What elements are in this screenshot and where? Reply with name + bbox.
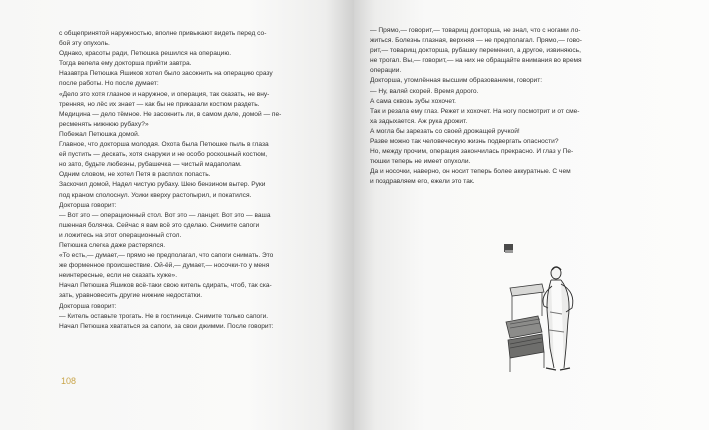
text-line: — Китель оставьте трогать. Не в гостинице. Снимите только сапоги. xyxy=(59,312,269,320)
text-line: Докторша говорит: xyxy=(59,201,117,209)
text-line: Назавтра Петюшка Яшиков хотел было засокнить на операцию сразу xyxy=(59,70,273,78)
table-drawing xyxy=(506,284,544,372)
text-line: Главное, что докторша молодая. Охота была Петюшке пыль в глаза xyxy=(59,141,269,149)
text-line: не трогал. Вы,— говорит,— на них не обращайте внимания во время xyxy=(370,57,582,65)
text-line: рит,— товарищ докторша, рубашку переменил, а другое, извиняюсь, xyxy=(370,47,581,55)
text-line: Заскочил домой, Надел чистую рубаху. Шею бензином вытер. Руки xyxy=(59,181,266,189)
text-line: Да и носочки, наверно, он носит теперь более аккуратные. С чем xyxy=(370,168,571,176)
text-line: Но, между прочим, операция закончилась прекрасно. И глаз у Пе- xyxy=(370,148,574,156)
text-line: Тогда велела ему докторша прийти завтра. xyxy=(59,60,192,68)
text-line: «То есть,— думает,— прямо не предполагал, что сапоги снимать. Это xyxy=(59,252,274,260)
text-line: Медицина — дело тёмное. Не засокнить ли, в самом деле, домой — пе- xyxy=(59,110,282,118)
right-page xyxy=(354,0,709,430)
text-line: Петюшка слегка даже растерялся. xyxy=(59,241,166,249)
text-line: «Дело это хотя глазное и наружное, и операция, так сказать, не вну- xyxy=(59,90,270,98)
text-line: — Вот это — операционный стол. Вот это — ланцет. Вот это — ваша xyxy=(59,211,271,219)
text-line: ресменять нижнюю рубаху?» xyxy=(59,120,149,128)
text-line: после работы. Но после думает: xyxy=(59,80,159,88)
text-line: А могла бы зарезать со своей дрожащей ручкой! xyxy=(370,127,520,135)
text-line: операции. xyxy=(370,67,402,75)
text-line: — Прямо,— говорит,— товарищ докторша, не знал, что с ногами ло- xyxy=(370,27,581,34)
text-line: Разве можно так человеческую жизнь подвергать опасности? xyxy=(370,138,559,146)
text-line: же форменное происшествие. Ой-ёй,— думает,— носочки-то у меня xyxy=(59,262,270,270)
text-line: ей пустить — дескать, хотя снаружи и не особо роскошный костюм, xyxy=(59,151,268,159)
text-line: Начал Петюшка хвататься за сапоги, за свои джимми. После говорит: xyxy=(59,322,274,330)
left-page xyxy=(0,0,354,430)
text-line: тренняя, но лёс их знает — как бы не приказали костюм раздеть. xyxy=(59,100,260,108)
text-line: Однако, красоты ради, Петюшка решился на операцию. xyxy=(59,50,232,58)
text-line: ха задыхается. Аж рука дрожит. xyxy=(370,117,468,125)
text-line: но зато, будьте любезны, рубашечка — чистый мадаполам. xyxy=(59,161,242,169)
right-page-text xyxy=(370,26,642,188)
text-line: Так и резала ему глаз. Режет и хохочет. На ногу посмотрит и от сме- xyxy=(370,107,580,115)
text-line: пшенная болячка. Сейчас я вам всё это сделаю. Снимите сапоги xyxy=(59,221,260,229)
text-line: — Ну, валяй скорей. Время дорого. xyxy=(370,87,479,95)
illustration xyxy=(502,240,612,380)
text-line: и поздравляем его, ежели это так. xyxy=(370,178,475,186)
text-line: под краном сполоснул. Усики кверху растопырил, и покатился. xyxy=(59,191,252,199)
text-line: бой эту опухоль. xyxy=(59,40,110,48)
text-line: житься. Болезнь глазная, верхняя — не предполагал. Прямо,— гово- xyxy=(370,37,582,45)
page-number: 108 xyxy=(61,376,77,386)
text-line: зать, уравновесить другие нижние недостатки. xyxy=(59,292,203,300)
text-line: неинтересные, если не сказать хуже». xyxy=(59,272,178,280)
figure-drawing xyxy=(543,267,573,370)
text-line: А сама сквозь зубы хохочет. xyxy=(370,97,456,105)
text-line: и ложитесь на этот операционный стол. xyxy=(59,231,182,239)
text-line: Докторша говорит: xyxy=(59,302,117,310)
text-line: Побежал Петюшка домой. xyxy=(59,130,140,138)
left-page-text xyxy=(59,29,321,332)
text-line: с общепринятой наружностью, вполне привыкают видеть перед со- xyxy=(59,30,267,37)
text-line: Одним словом, не хотел Петя в расплох попасть. xyxy=(59,171,211,179)
text-line: тюшки теперь не имеет опухоли. xyxy=(370,158,471,166)
text-line: Начал Петюшка Яшиков всё-таки свою китель сдирать, чтоб, так ска- xyxy=(59,282,272,290)
small-frame-drawing xyxy=(504,244,513,253)
text-line: Докторша, утомлённая высшим образованием, говорит: xyxy=(370,77,543,85)
